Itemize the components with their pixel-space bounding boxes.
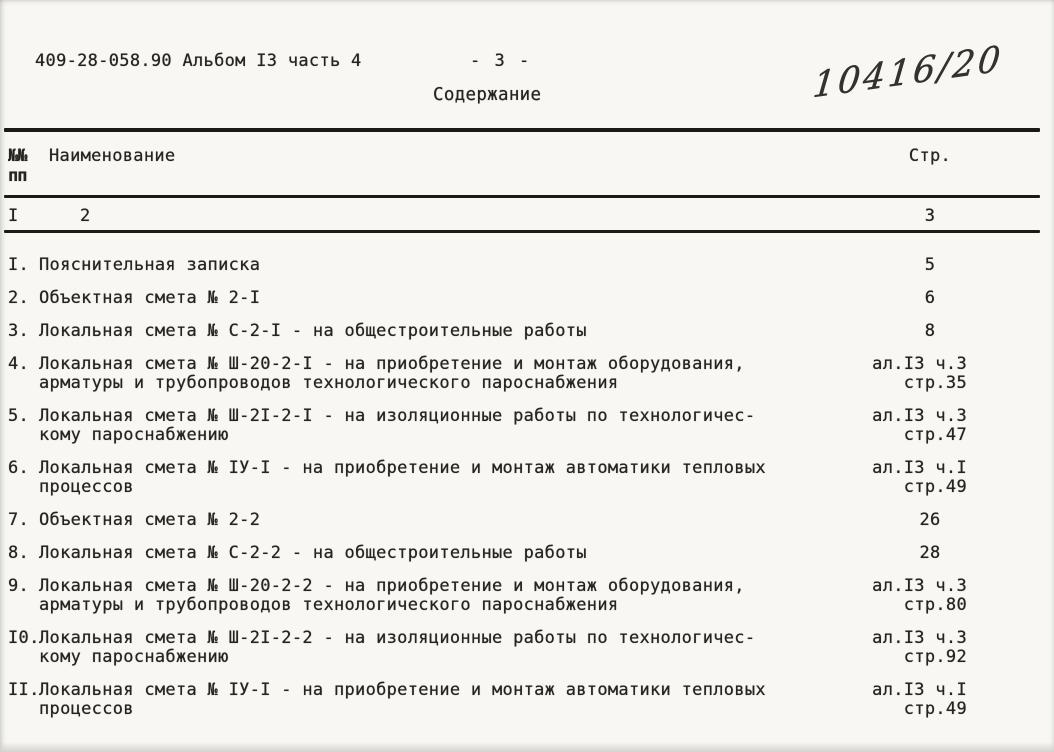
page-title: Содержание [433,85,542,105]
row-number: 9. [8,576,30,596]
row-page-line: стр.49 [903,477,967,497]
table-row [5,407,1049,445]
table-row [5,289,1049,308]
row-page-line: ал.I3 ч.3 [872,628,967,648]
table-row [5,322,1049,341]
row-title [39,407,855,445]
row-page-reference [855,629,1005,667]
row-page-reference [855,407,1005,445]
row-title-line: Локальная смета № С-2-I - на общестроительные работы [39,321,587,341]
table-row [5,544,1049,563]
column-number-3: 3 [924,206,936,226]
row-title [39,289,855,308]
row-page-line: 8 [924,321,936,341]
table-column-numbers-row [5,206,1049,226]
column-number-1: I [8,206,19,226]
row-title [39,577,855,615]
sheet-number: - 3 - [470,51,532,71]
row-title-line: Пояснительная записка [39,255,261,275]
row-page-line: 26 [919,510,941,530]
column-number-2: 2 [80,206,91,226]
document-code: 409-28-058.90 Альбом I3 часть 4 [35,51,362,71]
row-title [39,629,855,667]
table-row [5,577,1049,615]
table-header-rule [4,195,1040,198]
column-header-number-line1: №№ [8,146,27,166]
row-page-line: 5 [924,255,936,275]
row-number: I. [8,255,30,275]
row-title-line: Локальная смета № Ш-20-2-2 - на приобретение и монтаж оборудования, [39,576,745,596]
table-row [5,355,1049,393]
row-title [39,355,855,393]
row-title-line: кому пароснабжению [39,425,229,445]
column-header-name: Наименование [49,146,176,166]
row-title-line: процессов [39,699,134,719]
row-page-reference [855,256,1005,275]
row-title-line: Объектная смета № 2-2 [39,510,261,530]
row-page-reference [855,289,1005,308]
row-title-line: Локальная смета № IУ-I - на приобретение и монтаж автоматики тепловых [39,458,766,478]
row-page-line: ал.I3 ч.I [872,680,967,700]
row-page-line: ал.I3 ч.3 [872,576,967,596]
row-page-line: стр.92 [903,647,967,667]
row-page-reference [855,459,1005,497]
row-number: 7. [8,510,30,530]
row-number: 8. [8,543,30,563]
row-title-line: Локальная смета № Ш-20-2-I - на приобретение и монтаж оборудования, [39,354,745,374]
table-row [5,681,1049,719]
row-title [39,256,855,275]
row-title-line: Локальная смета № Ш-2I-2-I - на изоляционные работы по технологичес- [39,406,756,426]
row-title-line: Объектная смета № 2-I [39,288,261,308]
table-header-row [5,146,1049,186]
row-page-line: стр.80 [903,595,967,615]
row-number: 4. [8,354,30,374]
row-title-line: кому пароснабжению [39,647,229,667]
row-page-reference [855,681,1005,719]
row-page-line: ал.I3 ч.I [872,458,967,478]
row-page-reference [855,544,1005,563]
row-title [39,511,855,530]
row-title [39,544,855,563]
column-header-page: Стр. [908,146,952,166]
row-title-line: Локальная смета № Ш-2I-2-2 - на изоляционные работы по технологичес- [39,628,756,648]
table-row [5,256,1049,275]
row-title-line: Локальная смета № С-2-2 - на общестроительные работы [39,543,587,563]
row-title-line: арматуры и трубопроводов технологического пароснабжения [39,373,619,393]
row-number: 5. [8,406,30,426]
row-page-reference [855,322,1005,341]
table-top-rule [4,128,1040,132]
row-title-line: процессов [39,477,134,497]
row-title [39,681,855,719]
row-number: 6. [8,458,30,478]
row-page-line: стр.35 [903,373,967,393]
row-title [39,322,855,341]
column-header-number [5,146,39,186]
row-page-line: ал.I3 ч.3 [872,354,967,374]
row-page-reference [855,355,1005,393]
row-page-line: стр.47 [903,425,967,445]
row-page-line: ал.I3 ч.3 [872,406,967,426]
table-row [5,459,1049,497]
contents-list [5,256,1049,733]
row-number: II. [8,680,40,700]
column-header-number-line2: пп [8,166,27,186]
row-page-line: 28 [919,543,941,563]
table-colnum-rule [4,230,1040,233]
row-page-line: 6 [924,288,936,308]
row-number: 2. [8,288,30,308]
row-number: I0. [8,628,40,648]
handwritten-inventory-number: 10416/20 [810,38,1005,107]
row-title [39,459,855,497]
row-page-reference [855,511,1005,530]
row-title-line: арматуры и трубопроводов технологического пароснабжения [39,595,619,615]
row-page-reference [855,577,1005,615]
table-row [5,511,1049,530]
row-number: 3. [8,321,30,341]
scan-bottom-edge [0,742,1054,752]
row-title-line: Локальная смета № IУ-I - на приобретение и монтаж автоматики тепловых [39,680,766,700]
table-row [5,629,1049,667]
row-page-line: стр.49 [903,699,967,719]
